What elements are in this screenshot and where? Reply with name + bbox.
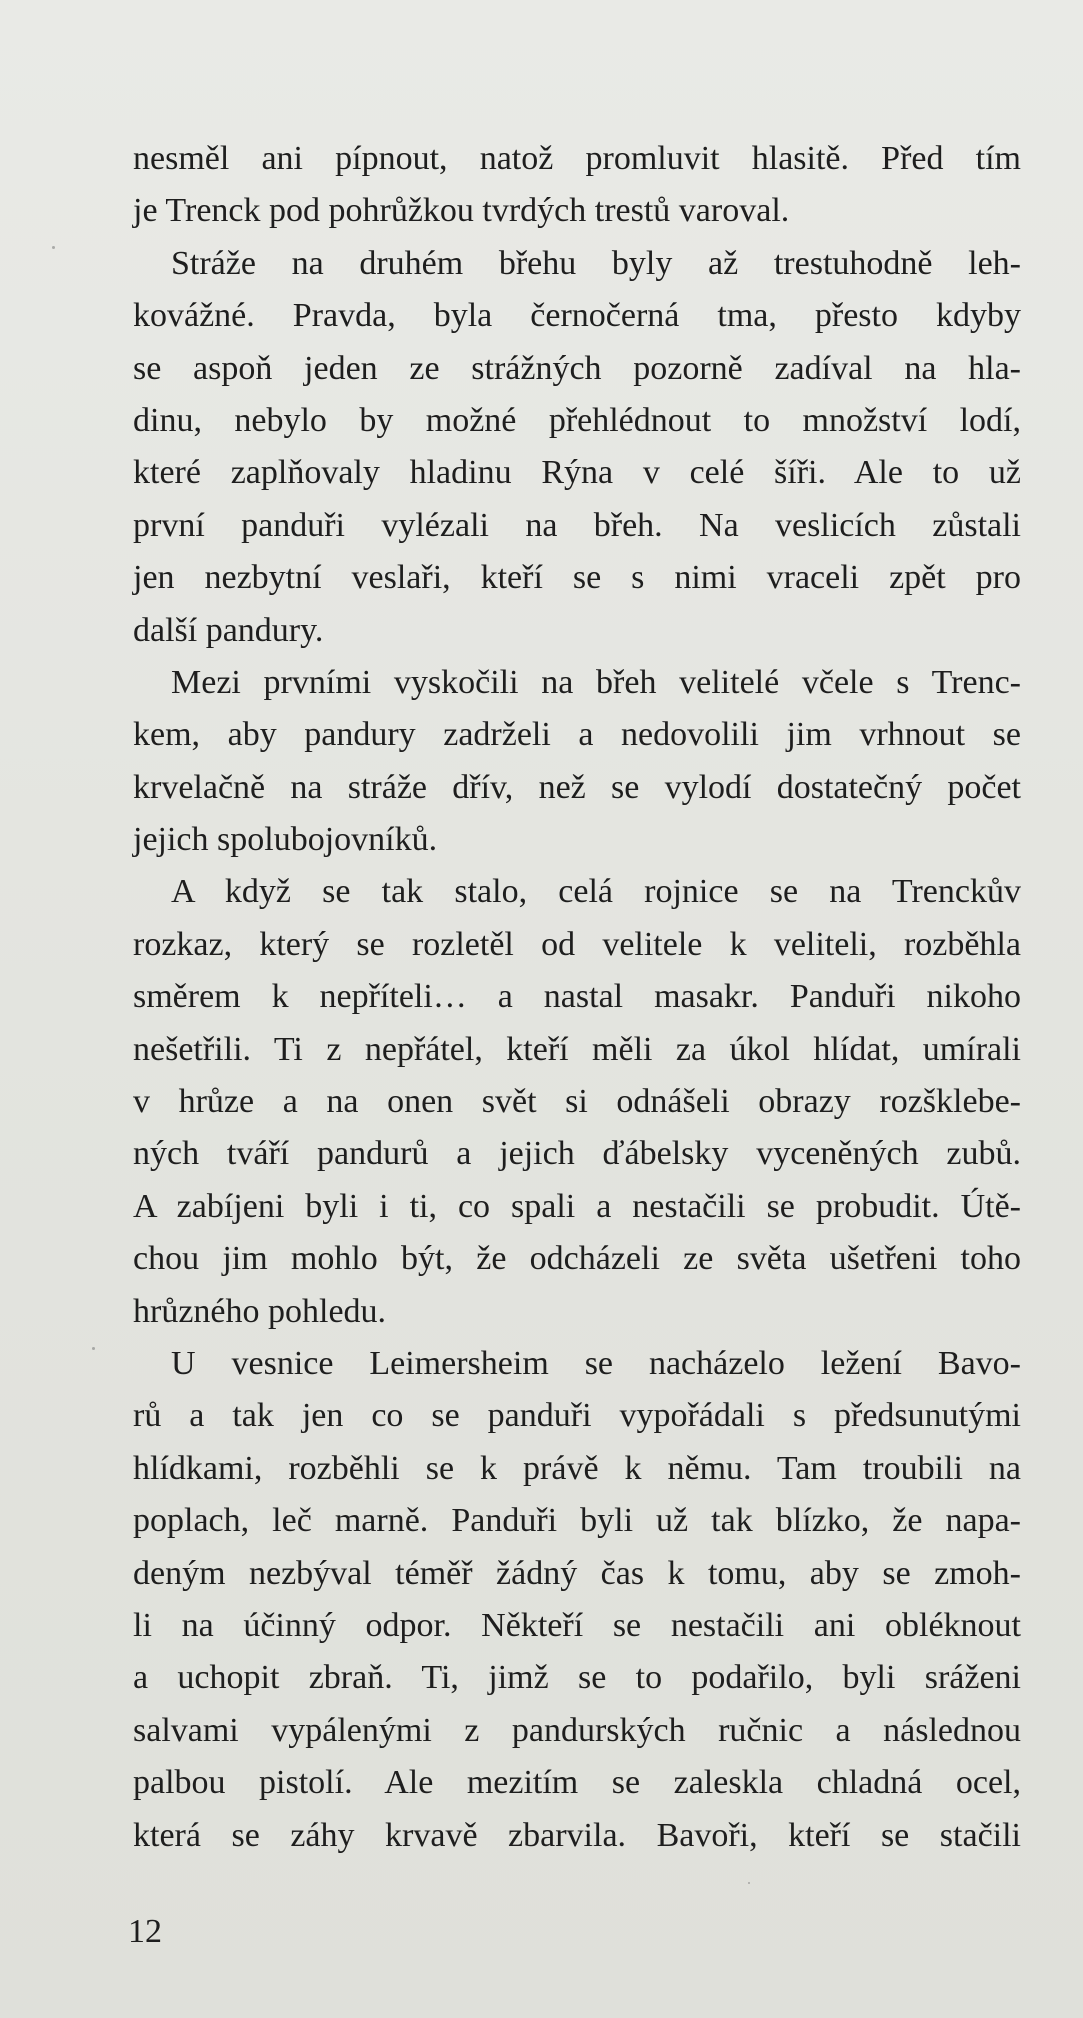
text-line: Mezi prvními vyskočili na břeh velitelé včele s Trenc- xyxy=(171,663,1021,701)
text-line: v hrůze a na onen svět si odnášeli obrazy rozšklebe- xyxy=(133,1083,1021,1121)
text-line: směrem k nepříteli… a nastal masakr. Panduři nikoho xyxy=(133,978,1021,1016)
text-line: nešetřili. Ti z nepřátel, kteří měli za úkol hlídat, umírali xyxy=(133,1030,1021,1068)
text-line: první panduři vylézali na břeh. Na veslicích zůstali xyxy=(133,506,1021,544)
paper-speck xyxy=(748,1882,750,1884)
text-line: poplach, leč marně. Panduři byli už tak blízko, že napa- xyxy=(133,1502,1021,1540)
text-line: krvelačně na stráže dřív, než se vylodí dostatečný počet xyxy=(133,768,1021,806)
text-line: kem, aby pandury zadrželi a nedovolili jim vrhnout se xyxy=(133,716,1021,754)
text-line: kovážné. Pravda, byla černočerná tma, přesto kdyby xyxy=(133,297,1021,335)
text-line: A když se tak stalo, celá rojnice se na Trenckův xyxy=(171,873,1021,911)
text-line: která se záhy krvavě zbarvila. Bavoři, kteří se stačili xyxy=(133,1816,1021,1854)
text-line: salvami vypálenými z pandurských ručnic a následnou xyxy=(133,1711,1021,1749)
paper-speck xyxy=(52,246,55,249)
text-line: které zaplňovaly hladinu Rýna v celé šíři. Ale to už xyxy=(133,454,1021,492)
text-line: hrůzného pohledu. xyxy=(133,1292,387,1330)
text-line: jejich spolubojovníků. xyxy=(133,821,438,859)
text-line: rů a tak jen co se panduři vypořádali s předsunutými xyxy=(133,1397,1021,1435)
text-line: se aspoň jeden ze strážných pozorně zadíval na hla- xyxy=(133,349,1021,387)
text-line: další pandury. xyxy=(133,611,324,649)
paper-speck xyxy=(92,1347,95,1350)
text-line: deným nezbýval téměř žádný čas k tomu, aby se zmoh- xyxy=(133,1554,1021,1592)
text-line: U vesnice Leimersheim se nacházelo ležení Bavo- xyxy=(171,1344,1021,1382)
text-line: hlídkami, rozběhli se k právě k němu. Tam troubili na xyxy=(133,1449,1021,1487)
text-line: A zabíjeni byli i ti, co spali a nestačili se probudit. Útě- xyxy=(133,1187,1021,1225)
text-line: Stráže na druhém břehu byly až trestuhodně leh- xyxy=(171,244,1021,282)
text-line: li na účinný odpor. Někteří se nestačili ani obléknout xyxy=(133,1606,1021,1644)
text-line: jen nezbytní veslaři, kteří se s nimi vraceli zpět pro xyxy=(133,559,1021,597)
page-number: 12 xyxy=(128,1913,162,1950)
text-line: chou jim mohlo být, že odcházeli ze světa ušetřeni toho xyxy=(133,1240,1021,1278)
text-line: je Trenck pod pohrůžkou tvrdých trestů varoval. xyxy=(133,192,790,230)
text-line: palbou pistolí. Ale mezitím se zaleskla chladná ocel, xyxy=(133,1764,1021,1802)
text-line: ných tváří pandurů a jejich ďábelsky vyceněných zubů. xyxy=(133,1135,1021,1173)
body-text xyxy=(133,133,1021,1862)
text-line: dinu, nebylo by možné přehlédnout to množství lodí, xyxy=(133,401,1021,439)
text-line: nesměl ani pípnout, natož promluvit hlasitě. Před tím xyxy=(133,140,1021,177)
text-line: a uchopit zbraň. Ti, jimž se to podařilo, byli sráženi xyxy=(133,1659,1021,1697)
text-line: rozkaz, který se rozletěl od velitele k veliteli, rozběhla xyxy=(133,925,1021,963)
